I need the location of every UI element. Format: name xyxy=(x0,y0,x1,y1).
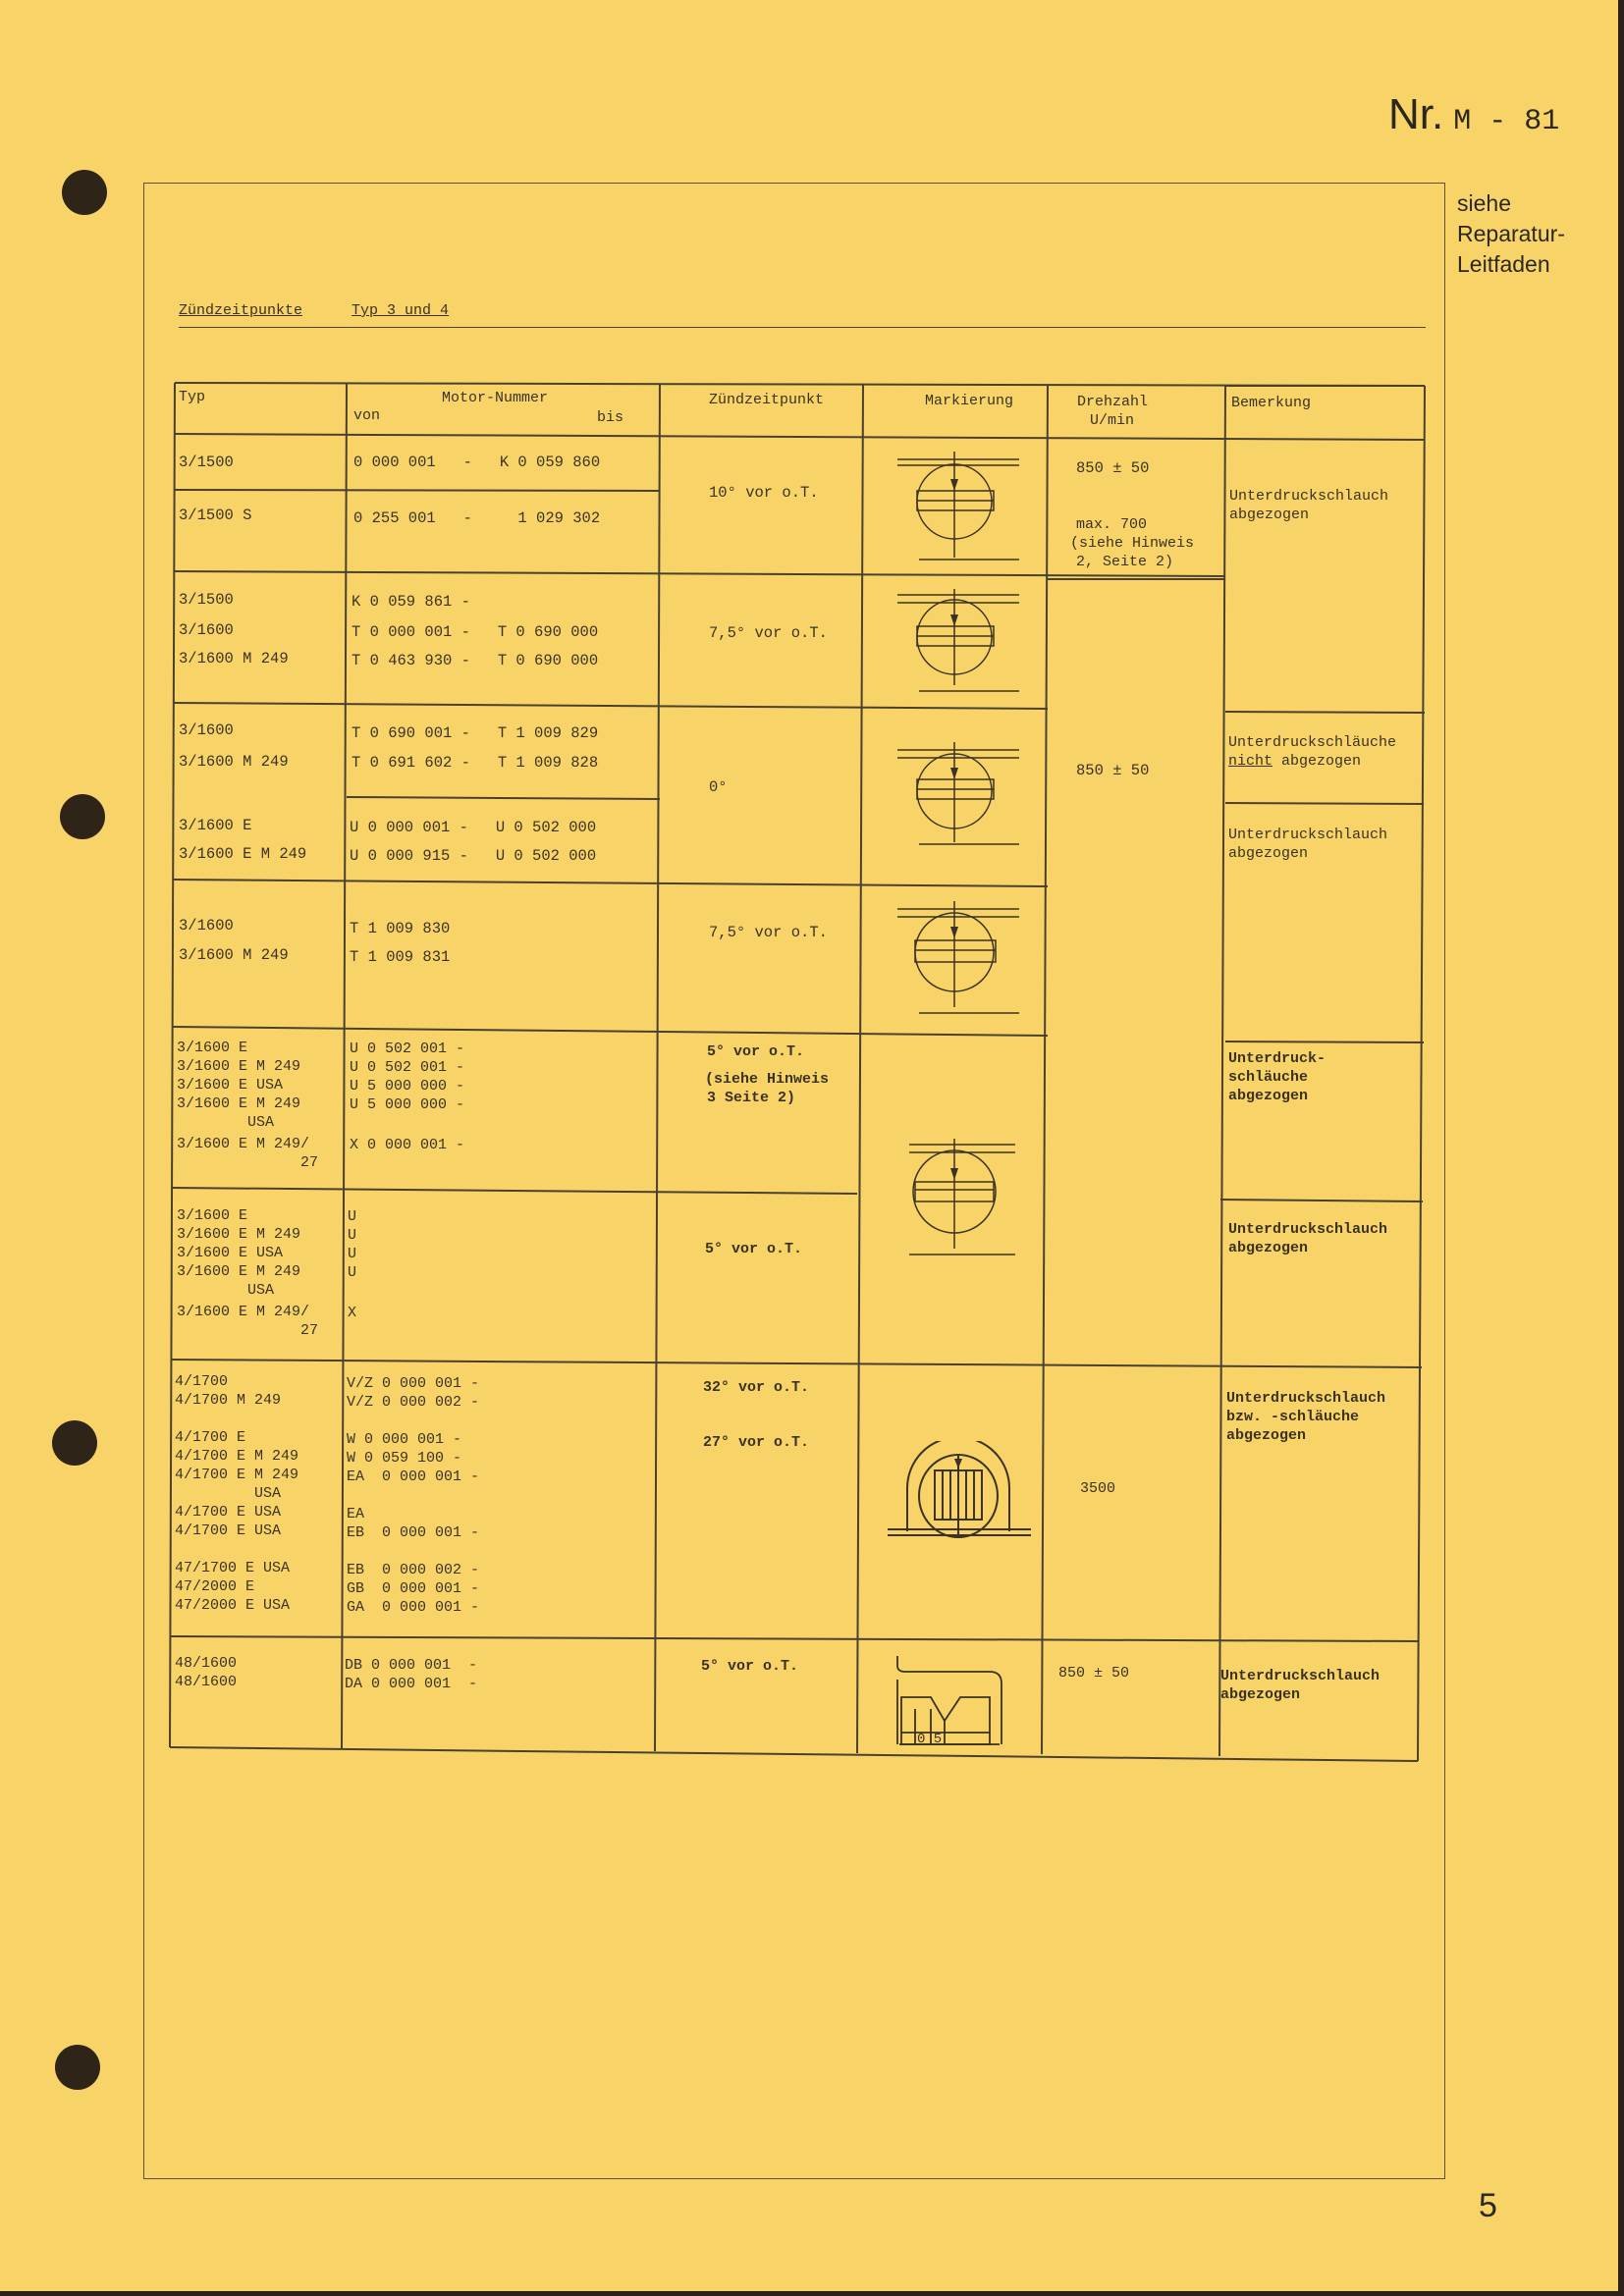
cell-typ: 3/1600 E USA xyxy=(177,1077,284,1094)
cell-motor: K 0 059 861 - xyxy=(352,593,470,611)
cell-motor: V/Z 0 000 001 - xyxy=(347,1375,480,1392)
cell-typ: 3/1600 xyxy=(179,917,234,934)
cell-remark: Unterdruckschlauch xyxy=(1229,488,1389,505)
cell-typ: USA xyxy=(175,1485,282,1502)
cell-typ: 48/1600 xyxy=(175,1674,238,1690)
cell-motor: GB 0 000 001 - xyxy=(347,1580,480,1597)
cell-rpm: 850 ± 50 xyxy=(1076,762,1150,779)
cell-remark xyxy=(1228,752,1361,771)
cell-motor: U xyxy=(348,1208,357,1225)
cell-ignition-timing-note: 3 Seite 2) xyxy=(707,1090,796,1106)
cell-ignition-timing: 7,5° vor o.T. xyxy=(709,624,828,642)
cell-motor: U 0 502 001 - xyxy=(350,1059,465,1076)
column-header-typ: Typ xyxy=(179,389,206,405)
cell-typ: 27 xyxy=(177,1154,319,1171)
cell-motor xyxy=(347,1542,479,1561)
cell-motor: T 0 691 602 - T 1 009 828 xyxy=(352,754,599,772)
cell-typ: 3/1600 E xyxy=(177,1207,248,1224)
cell-remark: Unterdruckschläuche xyxy=(1228,734,1397,751)
cell-typ: 47/2000 E xyxy=(175,1578,255,1595)
cell-typ: 3/1600 xyxy=(179,621,234,639)
cell-typ: 3/1600 M 249 xyxy=(179,753,289,771)
cell-ignition-timing: 5° vor o.T. xyxy=(707,1043,805,1060)
pulley-marking-diagram xyxy=(890,444,1027,561)
cell-typ-list xyxy=(177,1039,318,1172)
cell-motor-list xyxy=(350,1040,464,1154)
cell-motor: EA 0 000 001 - xyxy=(347,1468,480,1485)
cell-motor: DB 0 000 001 - xyxy=(345,1657,478,1674)
cell-remark: abgezogen xyxy=(1226,1427,1307,1444)
cell-typ: 4/1700 xyxy=(175,1373,229,1390)
side-note-line: Leitfaden xyxy=(1457,251,1550,277)
cell-motor: T 0 690 001 - T 1 009 829 xyxy=(352,724,599,742)
cell-motor xyxy=(348,1282,356,1301)
remark-emphasis: nicht xyxy=(1228,753,1273,770)
cell-typ: 3/1600 E M 249 xyxy=(177,1263,301,1280)
cell-remark: abgezogen xyxy=(1229,507,1310,523)
cell-motor: U xyxy=(348,1246,357,1262)
cell-motor: T 1 009 830 xyxy=(350,920,451,937)
cell-typ: 4/1700 E xyxy=(175,1429,246,1446)
cell-rpm-note: (siehe Hinweis xyxy=(1070,535,1195,552)
cell-typ: 3/1600 E M 249/ xyxy=(177,1304,310,1320)
nr-label: Nr. xyxy=(1388,90,1444,138)
pulley-marking-diagram xyxy=(890,583,1027,701)
column-header-motor-number: Motor-Nummer xyxy=(442,390,549,406)
cell-remark: Unterdruckschlauch xyxy=(1226,1390,1386,1407)
cell-motor: U xyxy=(348,1227,357,1244)
cell-ignition-timing: 27° vor o.T. xyxy=(703,1434,810,1451)
cell-motor: U 5 000 000 - xyxy=(350,1078,465,1095)
cell-typ: 4/1700 M 249 xyxy=(175,1392,282,1409)
cell-typ xyxy=(175,1540,298,1559)
cell-typ: 4/1700 E M 249 xyxy=(175,1467,299,1483)
cell-ignition-timing: 10° vor o.T. xyxy=(709,484,819,502)
cell-motor: V/Z 0 000 002 - xyxy=(347,1394,480,1411)
pulley-marking-diagram xyxy=(890,1129,1027,1266)
cell-motor: T 1 009 831 xyxy=(350,948,451,966)
cell-motor xyxy=(350,1114,464,1133)
cell-remark: Unterdruckschlauch xyxy=(1220,1668,1380,1684)
cell-rpm: 3500 xyxy=(1080,1480,1116,1497)
column-header-remark: Bemerkung xyxy=(1231,395,1312,411)
cell-motor: EB 0 000 001 - xyxy=(347,1524,480,1541)
cell-typ: USA xyxy=(177,1114,275,1131)
column-header-bis: bis xyxy=(597,409,624,426)
column-header-rpm-unit: U/min xyxy=(1090,412,1135,429)
cell-motor: U 0 000 001 - U 0 502 000 xyxy=(350,819,597,836)
cell-typ: 3/1600 E M 249 xyxy=(177,1058,301,1075)
cell-motor-list xyxy=(347,1374,479,1617)
cell-typ: 4/1700 E USA xyxy=(175,1504,282,1521)
column-header-von: von xyxy=(353,407,381,424)
scale-marking-diagram xyxy=(892,1652,1039,1750)
cell-rpm: 850 ± 50 xyxy=(1076,459,1150,477)
cell-motor xyxy=(347,1486,479,1505)
cell-typ: 3/1500 xyxy=(179,454,234,471)
cell-ignition-timing-note: (siehe Hinweis xyxy=(705,1071,830,1088)
nr-value: M - 81 xyxy=(1453,105,1560,138)
cell-rpm-note: max. 700 xyxy=(1076,516,1148,533)
cell-typ: 3/1600 M 249 xyxy=(179,946,289,964)
cell-ignition-timing: 32° vor o.T. xyxy=(703,1379,810,1396)
cell-typ: 3/1600 E M 249 xyxy=(177,1095,301,1112)
pulley-marking-diagram xyxy=(890,738,1027,856)
cell-motor: DA 0 000 001 - xyxy=(345,1676,478,1692)
cell-typ: 3/1600 xyxy=(179,721,234,739)
cell-typ: 47/1700 E USA xyxy=(175,1560,291,1576)
cell-typ xyxy=(175,1410,298,1428)
cell-typ: 3/1600 E USA xyxy=(177,1245,284,1261)
cell-typ: 4/1700 E USA xyxy=(175,1522,282,1539)
cell-remark: abgezogen xyxy=(1228,845,1309,862)
cell-ignition-timing: 0° xyxy=(709,778,728,796)
cell-motor: T 0 463 930 - T 0 690 000 xyxy=(352,652,599,669)
cell-motor: W 0 000 001 - xyxy=(347,1431,462,1448)
cell-motor: U 0 502 001 - xyxy=(350,1041,465,1057)
cell-typ: 3/1600 E M 249 xyxy=(179,845,307,863)
cell-typ: 3/1600 M 249 xyxy=(179,650,289,667)
cell-typ: 47/2000 E USA xyxy=(175,1597,291,1614)
cell-motor: 0 255 001 - 1 029 302 xyxy=(353,509,601,527)
cell-motor: W 0 059 100 - xyxy=(347,1450,462,1467)
cell-typ: 3/1600 E xyxy=(179,817,252,834)
cell-typ: 4/1700 E M 249 xyxy=(175,1448,299,1465)
column-header-marking: Markierung xyxy=(925,393,1014,409)
cell-typ: 3/1600 E xyxy=(177,1040,248,1056)
column-header-rpm: Drehzahl xyxy=(1077,394,1149,410)
cell-typ: 3/1500 S xyxy=(179,507,252,524)
cell-typ-list xyxy=(177,1206,318,1340)
cell-motor-list xyxy=(348,1207,356,1322)
cell-motor: 0 000 001 - K 0 059 860 xyxy=(353,454,601,471)
cell-motor: T 0 000 001 - T 0 690 000 xyxy=(352,623,599,641)
cell-ignition-timing: 7,5° vor o.T. xyxy=(709,924,828,941)
cell-rpm-note: 2, Seite 2) xyxy=(1076,554,1174,570)
page-number: 5 xyxy=(1479,2187,1497,2224)
scale-marking-label: 0 5 xyxy=(917,1732,943,1747)
cell-remark: bzw. -schläuche xyxy=(1226,1409,1360,1425)
cell-typ-list xyxy=(175,1372,298,1615)
cell-motor: U 5 000 000 - xyxy=(350,1096,465,1113)
cell-motor xyxy=(347,1412,479,1430)
pulley-marking-diagram xyxy=(890,893,1027,1021)
title-right: Typ 3 und 4 xyxy=(352,302,450,319)
side-note-line: siehe xyxy=(1457,190,1511,216)
cell-ignition-timing: 5° vor o.T. xyxy=(701,1658,799,1675)
cell-remark: abgezogen xyxy=(1228,1088,1309,1104)
cell-motor: U 0 000 915 - U 0 502 000 xyxy=(350,847,597,865)
side-note-line: Reparatur- xyxy=(1457,221,1565,246)
cell-motor: GA 0 000 001 - xyxy=(347,1599,480,1616)
cell-typ: 48/1600 xyxy=(175,1655,238,1672)
cell-remark: abgezogen xyxy=(1220,1686,1301,1703)
cell-remark: schläuche xyxy=(1228,1069,1309,1086)
title-left: Zündzeitpunkte xyxy=(179,302,303,319)
cell-remark: abgezogen xyxy=(1228,1240,1309,1256)
cell-typ: 3/1600 E M 249 xyxy=(177,1226,301,1243)
cell-motor: EA xyxy=(347,1506,365,1522)
cell-motor: EB 0 000 002 - xyxy=(347,1562,480,1578)
remark-text: abgezogen xyxy=(1272,753,1362,770)
cell-ignition-timing: 5° vor o.T. xyxy=(705,1241,803,1257)
cell-remark: Unterdruckschlauch xyxy=(1228,1221,1388,1238)
cell-motor: X 0 000 001 - xyxy=(350,1137,465,1153)
cell-remark: Unterdruck- xyxy=(1228,1050,1326,1067)
flywheel-marking-diagram xyxy=(884,1441,1041,1549)
cell-typ: USA xyxy=(177,1282,275,1299)
cell-motor: U xyxy=(348,1264,357,1281)
cell-typ: 3/1500 xyxy=(179,591,234,609)
cell-motor: X xyxy=(348,1305,357,1321)
cell-typ: 3/1600 E M 249/ xyxy=(177,1136,310,1152)
cell-remark: Unterdruckschlauch xyxy=(1228,827,1388,843)
cell-typ: 27 xyxy=(177,1322,319,1339)
column-header-ignition-timing: Zündzeitpunkt xyxy=(709,392,825,408)
cell-rpm: 850 ± 50 xyxy=(1058,1665,1130,1682)
